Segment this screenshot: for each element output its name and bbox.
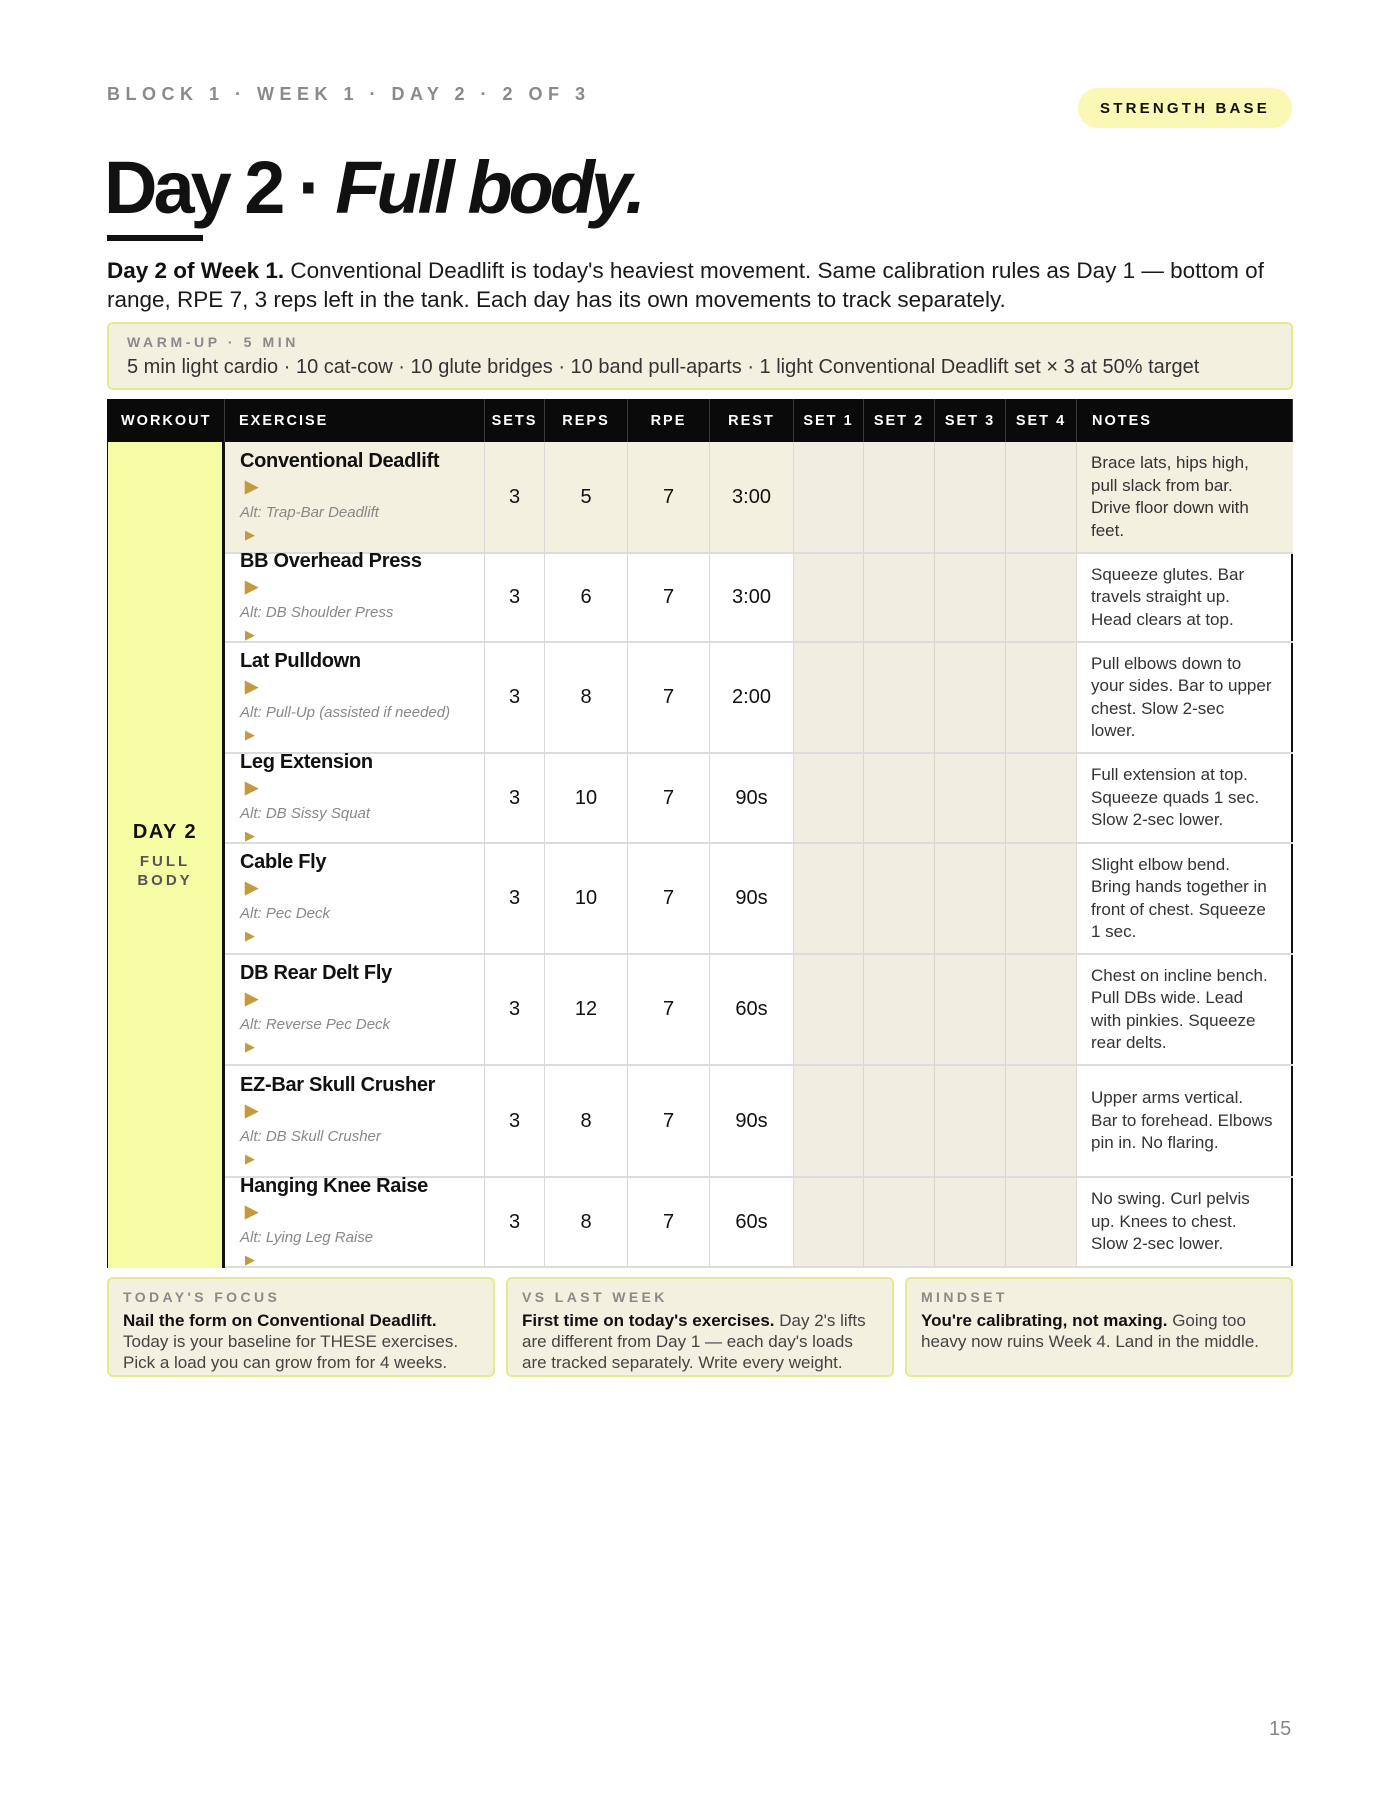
warmup-text: 5 min light cardio · 10 cat-cow · 10 glute bridges · 10 band pull-aparts · 1 light Conventional Deadlift set × 3 at 50% target bbox=[127, 356, 1200, 378]
focus-card bbox=[107, 1277, 495, 1377]
focus-card-label: TODAY'S FOCUS bbox=[123, 1289, 281, 1305]
sets-cell: 3 bbox=[485, 1178, 545, 1268]
notes-cell: Full extension at top. Squeeze quads 1 sec. Slow 2-sec lower. bbox=[1077, 754, 1293, 844]
mindset-card-body: Going too heavy now ruins Week 4. Land in the middle. bbox=[921, 1311, 1259, 1351]
set-3-entry[interactable] bbox=[935, 1066, 1006, 1178]
exercise-name-text: Conventional Deadlift bbox=[240, 449, 440, 472]
play-triangle-icon[interactable]: ▶ bbox=[245, 1201, 258, 1221]
page-number: 15 bbox=[1269, 1718, 1292, 1740]
play-triangle-icon[interactable]: ▶ bbox=[245, 989, 258, 1008]
warmup-label: WARM-UP · 5 MIN bbox=[127, 334, 299, 350]
set-4-entry[interactable] bbox=[1006, 1178, 1077, 1268]
set-3-entry[interactable] bbox=[935, 955, 1006, 1066]
set-4-entry[interactable] bbox=[1006, 554, 1077, 643]
vs-last-week-card-label: VS LAST WEEK bbox=[522, 1289, 668, 1305]
exercise-name[interactable] bbox=[240, 449, 439, 499]
set-3-entry[interactable] bbox=[935, 1178, 1006, 1268]
set-4-entry[interactable] bbox=[1006, 1066, 1077, 1178]
title-emphasis: Full body. bbox=[335, 146, 642, 229]
exercise-alternative-text: Alt: DB Skull Crusher bbox=[240, 1127, 381, 1145]
exercise-alternative[interactable] bbox=[240, 903, 330, 947]
exercise-name-text: EZ-Bar Skull Crusher bbox=[240, 1073, 436, 1096]
reps-cell: 8 bbox=[545, 1066, 628, 1178]
reps-cell: 8 bbox=[545, 1178, 628, 1268]
play-triangle-icon[interactable]: ▶ bbox=[245, 727, 255, 742]
set-2-entry[interactable] bbox=[864, 955, 935, 1066]
workout-table bbox=[107, 399, 1293, 1268]
rest-cell: 90s bbox=[710, 844, 794, 955]
set-1-entry[interactable] bbox=[794, 554, 864, 643]
play-triangle-icon[interactable]: ▶ bbox=[245, 1039, 255, 1054]
mindset-card-text bbox=[921, 1310, 1277, 1352]
set-2-entry[interactable] bbox=[864, 643, 935, 754]
set-1-entry[interactable] bbox=[794, 754, 864, 844]
title-main: Day 2 · bbox=[104, 146, 336, 229]
set-2-entry[interactable] bbox=[864, 1066, 935, 1178]
exercise-name-text: Hanging Knee Raise bbox=[240, 1174, 428, 1197]
set-4-entry[interactable] bbox=[1006, 643, 1077, 754]
exercise-alternative-text: Alt: Reverse Pec Deck bbox=[240, 1016, 391, 1033]
play-triangle-icon[interactable]: ▶ bbox=[245, 827, 255, 843]
header-sets: SETS bbox=[485, 399, 545, 442]
header-set-4: SET 4 bbox=[1006, 399, 1077, 442]
rest-cell: 90s bbox=[710, 754, 794, 844]
exercise-alternative[interactable] bbox=[240, 502, 379, 546]
rpe-cell: 7 bbox=[628, 754, 710, 844]
reps-cell: 10 bbox=[545, 844, 628, 955]
set-1-entry[interactable] bbox=[794, 1066, 864, 1178]
breadcrumb: BLOCK 1 · WEEK 1 · DAY 2 · 2 OF 3 bbox=[107, 84, 591, 104]
set-3-entry[interactable] bbox=[935, 754, 1006, 844]
play-triangle-icon[interactable]: ▶ bbox=[245, 878, 258, 897]
rpe-cell: 7 bbox=[628, 844, 710, 955]
exercise-name-text: DB Rear Delt Fly bbox=[240, 962, 392, 984]
exercise-name[interactable] bbox=[240, 961, 392, 1011]
set-1-entry[interactable] bbox=[794, 643, 864, 754]
vs-last-week-card-text bbox=[522, 1310, 878, 1373]
header-exercise: EXERCISE bbox=[225, 399, 485, 442]
page-title bbox=[104, 146, 642, 230]
exercise-alternative-text: Alt: Pec Deck bbox=[240, 905, 331, 922]
exercise-cell bbox=[225, 442, 485, 554]
reps-cell: 10 bbox=[545, 754, 628, 844]
notes-cell: Upper arms vertical. Bar to forehead. Elbows pin in. No flaring. bbox=[1077, 1066, 1293, 1178]
exercise-cell bbox=[225, 844, 485, 955]
play-triangle-icon[interactable]: ▶ bbox=[245, 627, 255, 642]
intro-text: Conventional Deadlift is today's heaviest movement. Same calibration rules as Day 1 — bottom of range, RPE 7, 3 reps left in the tank. Each day has its own movements to track separately. bbox=[107, 258, 1264, 312]
set-1-entry[interactable] bbox=[794, 1178, 864, 1268]
set-1-entry[interactable] bbox=[794, 844, 864, 955]
rest-cell: 60s bbox=[710, 955, 794, 1066]
set-2-entry[interactable] bbox=[864, 754, 935, 844]
reps-cell: 8 bbox=[545, 643, 628, 754]
sets-cell: 3 bbox=[485, 442, 545, 554]
exercise-name-text: Lat Pulldown bbox=[240, 650, 361, 672]
exercise-alternative-text: Alt: DB Shoulder Press bbox=[240, 604, 394, 621]
rpe-cell: 7 bbox=[628, 442, 710, 554]
warmup-box bbox=[107, 322, 1293, 390]
exercise-name-text: BB Overhead Press bbox=[240, 550, 422, 572]
set-3-entry[interactable] bbox=[935, 442, 1006, 554]
exercise-cell bbox=[225, 643, 485, 754]
exercise-cell bbox=[225, 750, 485, 844]
exercise-alternative-text: Alt: Trap-Bar Deadlift bbox=[240, 503, 379, 521]
header-workout: WORKOUT bbox=[107, 399, 225, 442]
mindset-card bbox=[905, 1277, 1293, 1377]
rpe-cell: 7 bbox=[628, 1178, 710, 1268]
set-1-entry[interactable] bbox=[794, 442, 864, 554]
focus-card-text bbox=[123, 1310, 479, 1373]
reps-cell: 12 bbox=[545, 955, 628, 1066]
header-set-2: SET 2 bbox=[864, 399, 935, 442]
sets-cell: 3 bbox=[485, 1066, 545, 1178]
play-triangle-icon[interactable]: ▶ bbox=[245, 677, 258, 696]
header-rpe: RPE bbox=[628, 399, 710, 442]
notes-cell: No swing. Curl pelvis up. Knees to chest. Slow 2-sec lower. bbox=[1077, 1178, 1293, 1268]
play-triangle-icon[interactable]: ▶ bbox=[245, 1150, 255, 1166]
rest-cell: 2:00 bbox=[710, 643, 794, 754]
rest-cell: 3:00 bbox=[710, 442, 794, 554]
exercise-alternative[interactable] bbox=[240, 803, 370, 847]
sets-cell: 3 bbox=[485, 955, 545, 1066]
rest-cell: 3:00 bbox=[710, 554, 794, 643]
exercise-alternative-text: Alt: DB Sissy Squat bbox=[240, 804, 371, 822]
exercise-cell bbox=[225, 1066, 485, 1178]
exercise-alternative[interactable] bbox=[240, 1014, 390, 1058]
set-3-entry[interactable] bbox=[935, 844, 1006, 955]
focus-card-body: Today is your baseline for THESE exercises. Pick a load you can grow from for 4 weeks. bbox=[123, 1332, 459, 1372]
exercise-name[interactable] bbox=[240, 850, 326, 900]
exercise-alternative[interactable] bbox=[240, 702, 450, 746]
rest-cell: 90s bbox=[710, 1066, 794, 1178]
set-4-entry[interactable] bbox=[1006, 754, 1077, 844]
exercise-alternative-text: Alt: Lying Leg Raise bbox=[240, 1228, 374, 1246]
exercise-name[interactable] bbox=[240, 1073, 435, 1123]
rpe-cell: 7 bbox=[628, 643, 710, 754]
header-rest: REST bbox=[710, 399, 794, 442]
sets-cell: 3 bbox=[485, 643, 545, 754]
focus-card-lead: Nail the form on Conventional Deadlift. bbox=[123, 1311, 437, 1330]
header-set-3: SET 3 bbox=[935, 399, 1006, 442]
play-triangle-icon[interactable]: ▶ bbox=[245, 928, 255, 943]
vs-last-week-card-body: Day 2's lifts are different from Day 1 — each day's loads are tracked separately. Write every weight. bbox=[522, 1311, 866, 1372]
day-label-cell bbox=[107, 442, 225, 1268]
set-4-entry[interactable] bbox=[1006, 442, 1077, 554]
title-underline bbox=[107, 235, 203, 241]
sets-cell: 3 bbox=[485, 754, 545, 844]
rpe-cell: 7 bbox=[628, 955, 710, 1066]
day-label: DAY 2 bbox=[132, 820, 198, 843]
exercise-cell bbox=[225, 1174, 485, 1268]
intro-lead: Day 2 of Week 1. bbox=[107, 258, 285, 283]
intro-paragraph bbox=[107, 256, 1307, 314]
play-triangle-icon[interactable]: ▶ bbox=[245, 526, 255, 542]
notes-cell: Slight elbow bend. Bring hands together in front of chest. Squeeze 1 sec. bbox=[1077, 844, 1293, 955]
set-3-entry[interactable] bbox=[935, 554, 1006, 643]
set-4-entry[interactable] bbox=[1006, 955, 1077, 1066]
exercise-alternative[interactable] bbox=[240, 602, 393, 646]
exercise-name[interactable] bbox=[240, 1174, 428, 1224]
rest-cell: 60s bbox=[710, 1178, 794, 1268]
rpe-cell: 7 bbox=[628, 1066, 710, 1178]
vs-last-week-card-lead: First time on today's exercises. bbox=[522, 1311, 775, 1330]
sets-cell: 3 bbox=[485, 554, 545, 643]
notes-cell: Squeeze glutes. Bar travels straight up. Head clears at top. bbox=[1077, 554, 1293, 643]
exercise-cell bbox=[225, 955, 485, 1066]
notes-cell: Pull elbows down to your sides. Bar to upper chest. Slow 2-sec lower. bbox=[1077, 643, 1293, 754]
play-triangle-icon[interactable]: ▶ bbox=[245, 1251, 255, 1267]
header-set-1: SET 1 bbox=[794, 399, 864, 442]
set-2-entry[interactable] bbox=[864, 554, 935, 643]
exercise-name-text: Cable Fly bbox=[240, 851, 327, 873]
sets-cell: 3 bbox=[485, 844, 545, 955]
play-triangle-icon[interactable]: ▶ bbox=[245, 577, 258, 596]
play-triangle-icon[interactable]: ▶ bbox=[245, 777, 258, 797]
notes-cell: Brace lats, hips high, pull slack from bar. Drive floor down with feet. bbox=[1077, 442, 1293, 554]
header-notes: NOTES bbox=[1077, 399, 1293, 442]
exercise-alternative-text: Alt: Pull-Up (assisted if needed) bbox=[240, 704, 451, 721]
rpe-cell: 7 bbox=[628, 554, 710, 643]
program-badge: STRENGTH BASE bbox=[1078, 88, 1292, 128]
mindset-card-lead: You're calibrating, not maxing. bbox=[921, 1311, 1168, 1330]
reps-cell: 5 bbox=[545, 442, 628, 554]
notes-cell: Chest on incline bench. Pull DBs wide. Lead with pinkies. Squeeze rear delts. bbox=[1077, 955, 1293, 1066]
day-sublabel: FULL BODY bbox=[137, 852, 193, 889]
play-triangle-icon[interactable]: ▶ bbox=[245, 1100, 258, 1120]
set-2-entry[interactable] bbox=[864, 442, 935, 554]
set-3-entry[interactable] bbox=[935, 643, 1006, 754]
exercise-name[interactable] bbox=[240, 649, 361, 699]
header-reps: REPS bbox=[545, 399, 628, 442]
play-triangle-icon[interactable]: ▶ bbox=[245, 476, 258, 496]
exercise-name-text: Leg Extension bbox=[240, 750, 373, 773]
exercise-alternative[interactable] bbox=[240, 1126, 381, 1170]
exercise-name[interactable] bbox=[240, 750, 373, 800]
set-2-entry[interactable] bbox=[864, 1178, 935, 1268]
exercise-name[interactable] bbox=[240, 549, 422, 599]
exercise-alternative[interactable] bbox=[240, 1227, 373, 1271]
vs-last-week-card bbox=[506, 1277, 894, 1377]
exercise-cell bbox=[225, 550, 485, 643]
set-2-entry[interactable] bbox=[864, 844, 935, 955]
reps-cell: 6 bbox=[545, 554, 628, 643]
set-1-entry[interactable] bbox=[794, 955, 864, 1066]
mindset-card-label: MINDSET bbox=[921, 1289, 1008, 1305]
set-4-entry[interactable] bbox=[1006, 844, 1077, 955]
